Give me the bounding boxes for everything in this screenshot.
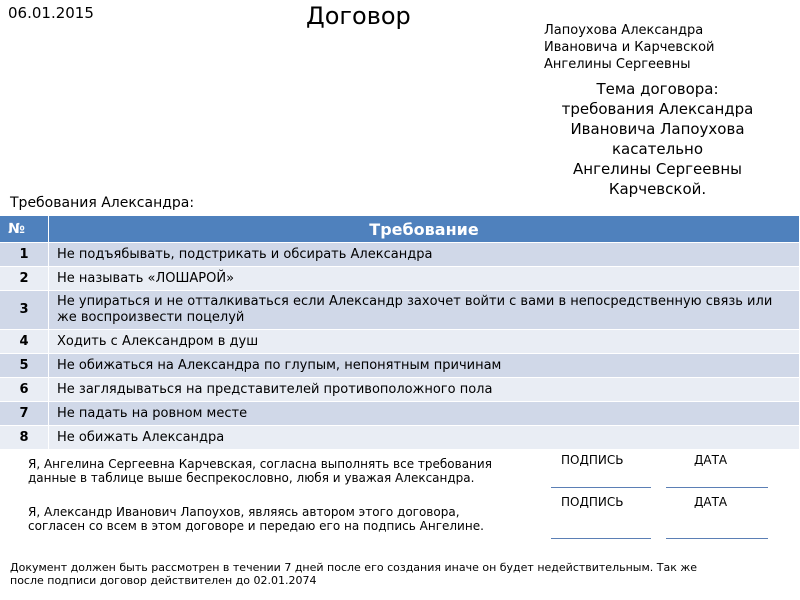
column-header-number: № (0, 216, 49, 243)
row-text: Ходить с Александром в душ (49, 330, 800, 354)
table-row (0, 330, 800, 354)
party-line: Лапоухова Александра (544, 23, 704, 38)
row-number: 8 (0, 426, 49, 450)
signature-line-angelina[interactable] (551, 487, 651, 488)
table-row (0, 243, 800, 267)
party-line: Ангелины Сергеевны (544, 57, 691, 72)
column-header-requirement: Требование (49, 216, 800, 243)
date-line-alexander[interactable] (666, 538, 768, 539)
contract-date: 06.01.2015 (8, 4, 94, 22)
table-row (0, 378, 800, 402)
signature-line-alexander[interactable] (551, 538, 651, 539)
row-text: Не называть «ЛОШАРОЙ» (49, 267, 800, 291)
table-header-row (0, 216, 800, 243)
row-text: Не обижать Александра (49, 426, 800, 450)
agreement-alexander: Я, Александр Иванович Лапоухов, являясь автором этого договора, согласен со всем в этом договоре и передаю его на подпись Ангелине. (28, 505, 484, 533)
table-row (0, 354, 800, 378)
party-line: Ивановича и Карчевской (544, 40, 715, 55)
contract-subject (510, 79, 800, 199)
signature-label: ПОДПИСЬ (561, 453, 624, 467)
footer-note: Документ должен быть рассмотрен в течении 7 дней после его создания иначе он будет недействительным. Так же после подписи договор действителен до 02.01.2074 (10, 561, 698, 587)
signature-label: ПОДПИСЬ (561, 495, 624, 509)
table-row (0, 402, 800, 426)
row-text: Не упираться и не отталкиваться если Александр захочет войти с вами в непосредственную связь или же воспроизвести поцелуй (49, 291, 800, 330)
row-number: 6 (0, 378, 49, 402)
row-text: Не подъябывать, подстрикать и обсирать Александра (49, 243, 800, 267)
contract-parties (544, 22, 800, 73)
subject-line: Ангелины Сергеевны (573, 160, 742, 178)
row-text: Не обижаться на Александра по глупым, непонятным причинам (49, 354, 800, 378)
subject-line: требования Александра (561, 100, 754, 118)
subject-line: Карчевской. (608, 180, 707, 198)
date-line-angelina[interactable] (666, 487, 768, 488)
row-text: Не заглядываться на представителей противоположного пола (49, 378, 800, 402)
row-number: 4 (0, 330, 49, 354)
date-label: ДАТА (694, 453, 728, 467)
table-row (0, 291, 800, 330)
subject-label: Тема договора: (596, 80, 719, 98)
subject-line: Ивановича Лапоухова (570, 120, 745, 138)
subject-line: касательно (611, 140, 704, 158)
agreement-angelina: Я, Ангелина Сергеевна Карчевская, согласна выполнять все требования данные в таблице выше беспрекословно, любя и уважая Александра. (28, 457, 492, 485)
row-number: 1 (0, 243, 49, 267)
row-text: Не падать на ровном месте (49, 402, 800, 426)
table-row (0, 426, 800, 450)
document-title: Договор (306, 2, 411, 30)
requirements-heading: Требования Александра: (10, 195, 195, 211)
table-row (0, 267, 800, 291)
row-number: 5 (0, 354, 49, 378)
row-number: 2 (0, 267, 49, 291)
row-number: 7 (0, 402, 49, 426)
requirements-table (0, 216, 800, 449)
row-number: 3 (0, 291, 49, 330)
date-label: ДАТА (694, 495, 728, 509)
